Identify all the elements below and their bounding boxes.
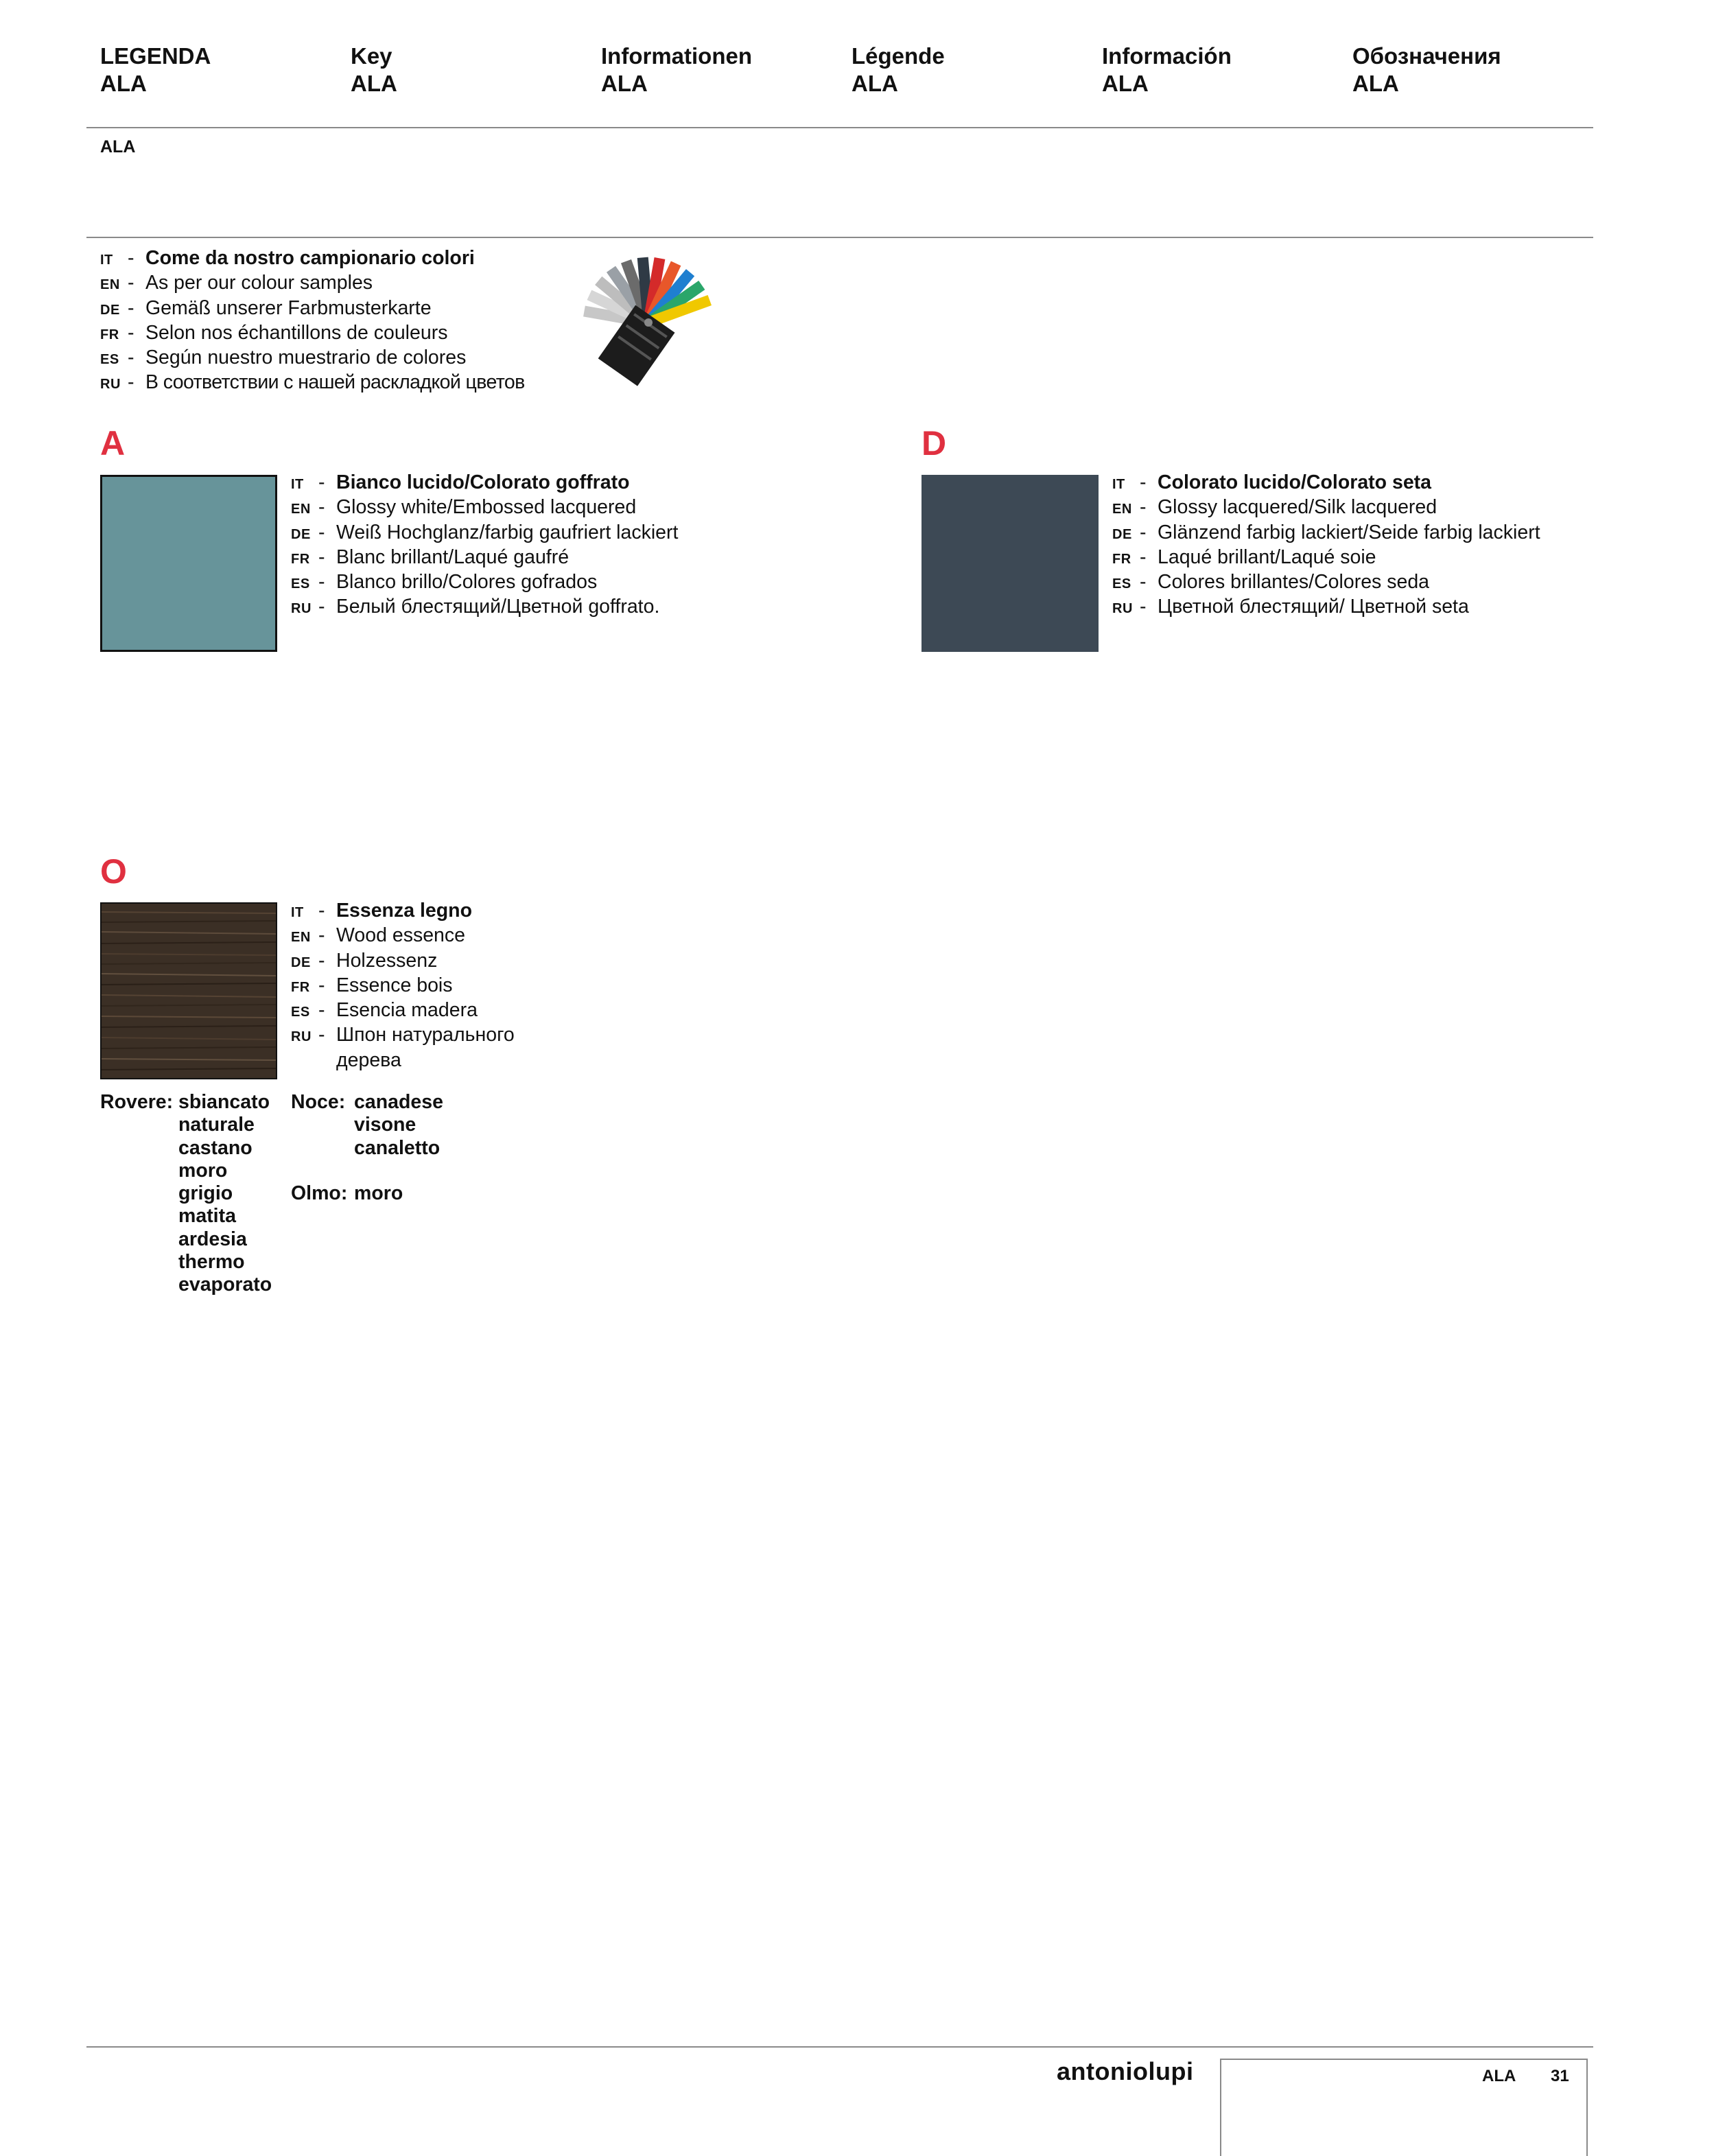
lang-row: EN - As per our colour samples — [100, 272, 525, 296]
finish-value: moro — [354, 1182, 403, 1204]
header-subtitle: ALA — [852, 71, 898, 96]
lang-row: DE - Glänzend farbig lackiert/Seide farbig lackiert — [1112, 522, 1540, 546]
colour-fan-icon — [580, 247, 724, 391]
lang-code: DE — [291, 954, 311, 970]
finish-value: naturale — [178, 1114, 255, 1136]
header-title: Обозначения — [1352, 43, 1501, 69]
section-d-list — [1112, 471, 1540, 621]
lang-text: Laqué brillant/Laqué soie — [1158, 546, 1376, 568]
header-title: Key — [351, 43, 392, 69]
lang-row: ES - Según nuestro muestrario de colores — [100, 347, 525, 371]
finish-value: sbiancato — [178, 1091, 270, 1113]
finish-value: evaporato — [178, 1274, 272, 1296]
lang-text: Weiß Hochglanz/farbig gaufriert lackiert — [336, 521, 679, 543]
lang-text: Selon nos échantillons de couleurs — [145, 321, 448, 344]
lang-row: IT - Colorato lucido/Colorato seta — [1112, 471, 1540, 496]
finish-value: moro — [178, 1159, 228, 1182]
lang-text: As per our colour samples — [145, 272, 373, 294]
finish-label: Rovere: — [100, 1091, 174, 1113]
lang-row: DE - Gemäß unserer Farbmusterkarte — [100, 297, 525, 322]
lang-code: ES — [291, 576, 310, 592]
lang-text: Según nuestro muestrario de colores — [145, 347, 467, 369]
lang-code: RU — [100, 377, 121, 392]
section-letter-a: A — [100, 424, 126, 462]
lang-code: DE — [1112, 526, 1132, 542]
lang-text: Essence bois — [336, 974, 453, 996]
header-subtitle: ALA — [1352, 71, 1399, 96]
lang-text: Gemäß unserer Farbmusterkarte — [145, 296, 432, 319]
lang-code: EN — [1112, 502, 1132, 517]
finish-label: Noce: — [291, 1091, 346, 1113]
page-number: 31 — [1551, 2067, 1569, 2085]
lang-code: ES — [100, 352, 119, 368]
footer-product: ALA — [1482, 2067, 1516, 2085]
lang-row: ES - Blanco brillo/Colores gofrados — [291, 571, 678, 596]
lang-row: FR - Essence bois — [291, 974, 515, 999]
brand-logo: antoniolupi — [1057, 2057, 1194, 2085]
lang-row: IT - Come da nostro campionario colori — [100, 247, 525, 272]
swatch-a — [100, 475, 277, 652]
lang-code: RU — [1112, 601, 1133, 617]
lang-row: FR - Laqué brillant/Laqué soie — [1112, 546, 1540, 571]
header-column-fr — [852, 43, 1099, 97]
lang-row: FR - Blanc brillant/Laqué gaufré — [291, 546, 678, 571]
finish-label: Olmo: — [291, 1182, 348, 1204]
lang-text-continuation: дерева — [336, 1048, 401, 1071]
lang-row: EN - Wood essence — [291, 924, 515, 949]
lang-text: В соответствии с нашей раскладкой цветов — [145, 371, 525, 394]
header-title: LEGENDA — [100, 43, 211, 69]
product-label: ALA — [100, 137, 136, 156]
lang-code: DE — [100, 302, 120, 318]
header-subtitle: ALA — [100, 71, 147, 96]
header-subtitle: ALA — [351, 71, 397, 96]
colour-samples-list — [100, 247, 525, 397]
section-a-list — [291, 471, 678, 621]
swatch-d — [921, 475, 1099, 652]
footer-box — [1220, 2059, 1588, 2156]
header-title: Légende — [852, 43, 945, 69]
header-column-ru — [1352, 43, 1579, 97]
lang-text: Белый блестящий/Цветной goffrato. — [336, 596, 660, 618]
lang-text: Glänzend farbig lackiert/Seide farbig lackiert — [1158, 521, 1540, 543]
finish-value: castano — [178, 1136, 253, 1159]
header-column-en — [351, 43, 598, 97]
finish-value: canaletto — [354, 1136, 441, 1159]
lang-code: FR — [100, 327, 119, 342]
swatch-o — [100, 902, 277, 1079]
lang-row: DE - Holzessenz — [291, 950, 515, 974]
lang-row: EN - Glossy lacquered/Silk lacquered — [1112, 496, 1540, 521]
section-divider — [86, 237, 1593, 238]
finish-value: ardesia — [178, 1228, 247, 1250]
lang-code: IT — [291, 477, 304, 492]
lang-text: Come da nostro campionario colori — [145, 247, 475, 269]
lang-row: RU - В соответствии с нашей раскладкой цветов — [100, 371, 525, 396]
lang-code: EN — [291, 502, 311, 517]
lang-code: EN — [291, 930, 311, 946]
section-o-list — [291, 900, 515, 1072]
lang-row: ES - Colores brillantes/Colores seda — [1112, 571, 1540, 596]
header-title: Informationen — [601, 43, 752, 69]
lang-text: Bianco lucido/Colorato goffrato — [336, 471, 630, 493]
wood-grain-texture — [102, 904, 276, 1078]
lang-row: RU - Шпон натурального — [291, 1024, 515, 1048]
finish-value: canadese — [354, 1091, 443, 1113]
lang-text: Holzessenz — [336, 949, 438, 972]
header-divider — [86, 127, 1593, 128]
lang-code: IT — [100, 253, 113, 268]
lang-code: ES — [1112, 576, 1131, 592]
header-column-es — [1102, 43, 1349, 97]
lang-row: DE - Weiß Hochglanz/farbig gaufriert lackiert — [291, 522, 678, 546]
lang-text: Цветной блестящий/ Цветной seta — [1158, 596, 1469, 618]
header-column-de — [601, 43, 848, 97]
lang-text: Essenza legno — [336, 900, 472, 922]
lang-code: EN — [100, 277, 120, 293]
lang-row: ES - Esencia madera — [291, 999, 515, 1024]
lang-code: ES — [291, 1005, 310, 1020]
lang-row — [291, 1049, 515, 1072]
lang-code: IT — [291, 905, 304, 920]
section-letter-d: D — [921, 424, 947, 462]
lang-text: Esencia madera — [336, 999, 478, 1022]
noce-finishes — [291, 1091, 443, 1160]
lang-code: DE — [291, 526, 311, 542]
lang-row: IT - Bianco lucido/Colorato goffrato — [291, 471, 678, 496]
lang-row: RU - Белый блестящий/Цветной goffrato. — [291, 596, 678, 620]
lang-text: Wood essence — [336, 924, 466, 947]
lang-text: Blanc brillant/Laqué gaufré — [336, 546, 570, 568]
lang-code: FR — [291, 979, 310, 995]
lang-text: Blanco brillo/Colores gofrados — [336, 571, 598, 594]
lang-text: Colores brillantes/Colores seda — [1158, 571, 1430, 594]
lang-code: RU — [291, 601, 312, 617]
lang-text: Colorato lucido/Colorato seta — [1158, 471, 1432, 493]
lang-code: FR — [1112, 551, 1131, 567]
section-letter-o: O — [100, 852, 127, 891]
header-subtitle: ALA — [601, 71, 648, 96]
lang-row: RU - Цветной блестящий/ Цветной seta — [1112, 596, 1540, 620]
footer-divider — [86, 2046, 1593, 2048]
finish-value: grigio — [178, 1182, 233, 1205]
header-column-it — [100, 43, 347, 97]
finish-value: thermo — [178, 1251, 245, 1274]
lang-row: EN - Glossy white/Embossed lacquered — [291, 496, 678, 521]
lang-text: Glossy lacquered/Silk lacquered — [1158, 496, 1437, 519]
olmo-finishes — [291, 1182, 403, 1205]
header-subtitle: ALA — [1102, 71, 1149, 96]
lang-code: FR — [291, 551, 310, 567]
lang-row: FR - Selon nos échantillons de couleurs — [100, 322, 525, 347]
lang-text: Glossy white/Embossed lacquered — [336, 496, 637, 519]
rovere-finishes — [100, 1091, 272, 1297]
finish-value: visone — [354, 1114, 416, 1136]
header-title: Información — [1102, 43, 1232, 69]
lang-code: IT — [1112, 477, 1125, 492]
finish-value: matita — [178, 1205, 236, 1228]
lang-code: RU — [291, 1029, 312, 1045]
lang-text: Шпон натурального — [336, 1024, 515, 1046]
lang-row: IT - Essenza legno — [291, 900, 515, 924]
